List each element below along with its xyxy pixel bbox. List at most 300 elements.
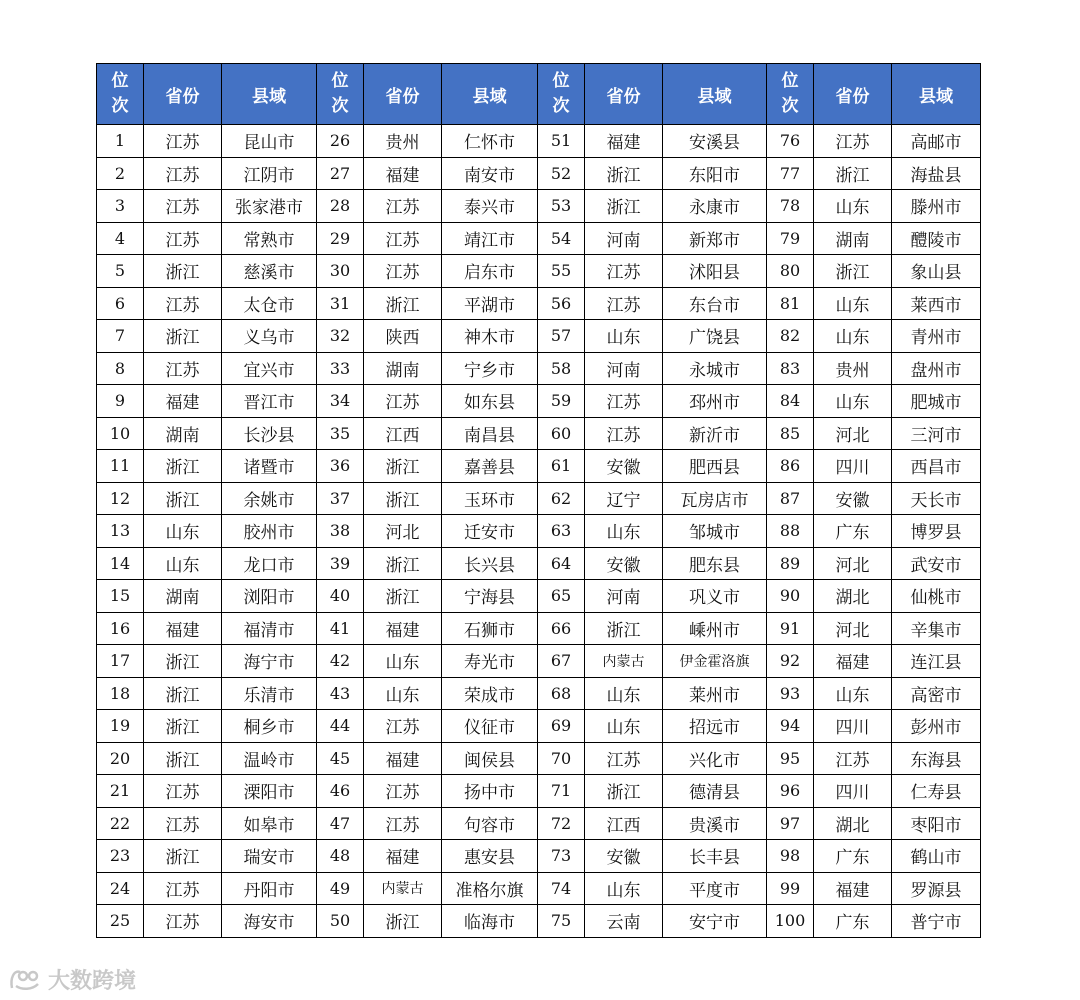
table-row — [97, 807, 981, 840]
rank-cell: 69 — [538, 710, 585, 743]
county-cell: 彭州市 — [892, 710, 981, 743]
province-cell: 江苏 — [585, 417, 663, 450]
table-row — [97, 872, 981, 905]
county-cell: 仁寿县 — [892, 775, 981, 808]
table-row — [97, 287, 981, 320]
province-cell: 江苏 — [814, 125, 892, 158]
county-cell: 博罗县 — [892, 515, 981, 548]
province-cell: 江苏 — [144, 872, 222, 905]
province-cell: 浙江 — [814, 157, 892, 190]
county-cell: 桐乡市 — [222, 710, 317, 743]
rank-cell: 68 — [538, 677, 585, 710]
rank-cell: 30 — [317, 255, 364, 288]
province-cell: 辽宁 — [585, 482, 663, 515]
county-cell: 张家港市 — [222, 190, 317, 223]
county-cell: 玉环市 — [442, 482, 538, 515]
county-cell: 太仓市 — [222, 287, 317, 320]
rank-cell: 56 — [538, 287, 585, 320]
rank-header: 位 次 — [538, 64, 585, 125]
province-cell: 福建 — [144, 385, 222, 418]
rank-header: 位 次 — [97, 64, 144, 125]
rank-cell: 4 — [97, 222, 144, 255]
county-cell: 慈溪市 — [222, 255, 317, 288]
province-header: 省份 — [585, 64, 663, 125]
rank-cell: 87 — [767, 482, 814, 515]
table-row — [97, 125, 981, 158]
county-cell: 胶州市 — [222, 515, 317, 548]
province-cell: 安徽 — [585, 450, 663, 483]
county-cell: 东台市 — [663, 287, 767, 320]
table-row — [97, 840, 981, 873]
province-cell: 浙江 — [144, 450, 222, 483]
province-cell: 江苏 — [585, 742, 663, 775]
province-cell: 湖南 — [814, 222, 892, 255]
county-cell: 宁海县 — [442, 580, 538, 613]
table-row — [97, 677, 981, 710]
province-cell: 福建 — [364, 612, 442, 645]
rank-cell: 51 — [538, 125, 585, 158]
county-cell: 东海县 — [892, 742, 981, 775]
province-cell: 江苏 — [585, 385, 663, 418]
rank-cell: 60 — [538, 417, 585, 450]
rank-header: 位 次 — [767, 64, 814, 125]
rank-cell: 32 — [317, 320, 364, 353]
rank-cell: 96 — [767, 775, 814, 808]
county-cell: 闽侯县 — [442, 742, 538, 775]
rank-cell: 62 — [538, 482, 585, 515]
province-cell: 福建 — [814, 872, 892, 905]
county-cell: 武安市 — [892, 547, 981, 580]
county-cell: 肥城市 — [892, 385, 981, 418]
county-cell: 石狮市 — [442, 612, 538, 645]
table-row — [97, 547, 981, 580]
county-cell: 永城市 — [663, 352, 767, 385]
rank-cell: 71 — [538, 775, 585, 808]
county-cell: 平湖市 — [442, 287, 538, 320]
province-cell: 湖北 — [814, 580, 892, 613]
rank-cell: 74 — [538, 872, 585, 905]
table-row — [97, 515, 981, 548]
county-cell: 象山县 — [892, 255, 981, 288]
rank-cell: 41 — [317, 612, 364, 645]
rank-cell: 85 — [767, 417, 814, 450]
table-row — [97, 775, 981, 808]
rank-cell: 98 — [767, 840, 814, 873]
province-cell: 浙江 — [144, 645, 222, 678]
county-cell: 醴陵市 — [892, 222, 981, 255]
county-cell: 安溪县 — [663, 125, 767, 158]
rank-cell: 67 — [538, 645, 585, 678]
province-cell: 山东 — [585, 677, 663, 710]
province-cell: 江苏 — [144, 775, 222, 808]
county-cell: 晋江市 — [222, 385, 317, 418]
rank-cell: 35 — [317, 417, 364, 450]
county-cell: 辛集市 — [892, 612, 981, 645]
county-cell: 沭阳县 — [663, 255, 767, 288]
rank-cell: 53 — [538, 190, 585, 223]
county-cell: 句容市 — [442, 807, 538, 840]
rank-cell: 70 — [538, 742, 585, 775]
province-cell: 山东 — [814, 320, 892, 353]
province-cell: 山东 — [814, 677, 892, 710]
province-header: 省份 — [814, 64, 892, 125]
rank-cell: 9 — [97, 385, 144, 418]
rank-cell: 55 — [538, 255, 585, 288]
province-cell: 江苏 — [144, 287, 222, 320]
table-row — [97, 157, 981, 190]
county-cell: 龙口市 — [222, 547, 317, 580]
province-cell: 浙江 — [144, 482, 222, 515]
rank-cell: 76 — [767, 125, 814, 158]
rank-cell: 46 — [317, 775, 364, 808]
province-cell: 浙江 — [144, 320, 222, 353]
province-cell: 湖南 — [364, 352, 442, 385]
county-cell: 荣成市 — [442, 677, 538, 710]
county-cell: 南安市 — [442, 157, 538, 190]
rank-cell: 34 — [317, 385, 364, 418]
province-cell: 河北 — [814, 417, 892, 450]
province-cell: 河南 — [585, 580, 663, 613]
province-cell: 江苏 — [364, 710, 442, 743]
province-cell: 福建 — [364, 742, 442, 775]
table-row — [97, 385, 981, 418]
county-cell: 长兴县 — [442, 547, 538, 580]
province-cell: 山东 — [364, 645, 442, 678]
province-cell: 浙江 — [364, 547, 442, 580]
province-cell: 山东 — [364, 677, 442, 710]
province-header: 省份 — [364, 64, 442, 125]
table-row — [97, 612, 981, 645]
rank-cell: 13 — [97, 515, 144, 548]
rank-cell: 12 — [97, 482, 144, 515]
county-cell: 寿光市 — [442, 645, 538, 678]
rank-cell: 93 — [767, 677, 814, 710]
rank-cell: 1 — [97, 125, 144, 158]
county-cell: 神木市 — [442, 320, 538, 353]
rank-cell: 48 — [317, 840, 364, 873]
province-cell: 浙江 — [585, 612, 663, 645]
rank-cell: 89 — [767, 547, 814, 580]
rank-cell: 39 — [317, 547, 364, 580]
table-row — [97, 222, 981, 255]
county-header: 县域 — [442, 64, 538, 125]
county-cell: 江阴市 — [222, 157, 317, 190]
province-cell: 山东 — [585, 710, 663, 743]
province-cell: 山东 — [144, 547, 222, 580]
province-cell: 福建 — [585, 125, 663, 158]
table-row — [97, 352, 981, 385]
rank-cell: 65 — [538, 580, 585, 613]
province-cell: 云南 — [585, 905, 663, 938]
county-cell: 肥西县 — [663, 450, 767, 483]
county-cell: 长沙县 — [222, 417, 317, 450]
province-cell: 江苏 — [144, 222, 222, 255]
rank-cell: 82 — [767, 320, 814, 353]
province-cell: 浙江 — [585, 190, 663, 223]
province-cell: 广东 — [814, 840, 892, 873]
province-cell: 江苏 — [364, 775, 442, 808]
rank-cell: 44 — [317, 710, 364, 743]
province-cell: 浙江 — [144, 255, 222, 288]
province-cell: 浙江 — [585, 157, 663, 190]
rank-cell: 26 — [317, 125, 364, 158]
province-cell: 江苏 — [144, 807, 222, 840]
province-cell: 四川 — [814, 775, 892, 808]
county-cell: 海盐县 — [892, 157, 981, 190]
rank-cell: 25 — [97, 905, 144, 938]
province-cell: 浙江 — [814, 255, 892, 288]
rank-cell: 77 — [767, 157, 814, 190]
province-cell: 江苏 — [585, 255, 663, 288]
county-cell: 宜兴市 — [222, 352, 317, 385]
rank-cell: 45 — [317, 742, 364, 775]
province-cell: 江苏 — [144, 125, 222, 158]
brand-logo-icon — [8, 966, 42, 992]
table-row — [97, 190, 981, 223]
rank-cell: 16 — [97, 612, 144, 645]
rank-cell: 73 — [538, 840, 585, 873]
county-cell: 新郑市 — [663, 222, 767, 255]
province-cell: 浙江 — [364, 450, 442, 483]
county-cell: 鹤山市 — [892, 840, 981, 873]
rank-cell: 43 — [317, 677, 364, 710]
rank-cell: 64 — [538, 547, 585, 580]
county-cell: 临海市 — [442, 905, 538, 938]
province-cell: 浙江 — [144, 742, 222, 775]
rank-cell: 14 — [97, 547, 144, 580]
watermark — [8, 962, 136, 996]
province-cell: 山东 — [814, 287, 892, 320]
rank-cell: 91 — [767, 612, 814, 645]
province-cell: 湖南 — [144, 580, 222, 613]
county-cell: 普宁市 — [892, 905, 981, 938]
rank-cell: 20 — [97, 742, 144, 775]
rank-cell: 84 — [767, 385, 814, 418]
province-cell: 浙江 — [364, 287, 442, 320]
rank-cell: 3 — [97, 190, 144, 223]
table-row — [97, 320, 981, 353]
rank-cell: 99 — [767, 872, 814, 905]
county-cell: 惠安县 — [442, 840, 538, 873]
province-cell: 浙江 — [144, 677, 222, 710]
county-cell: 福清市 — [222, 612, 317, 645]
county-cell: 嵊州市 — [663, 612, 767, 645]
watermark-text: 大数跨境 — [48, 968, 137, 994]
rank-header: 位 次 — [317, 64, 364, 125]
county-cell: 盘州市 — [892, 352, 981, 385]
county-cell: 伊金霍洛旗 — [663, 645, 767, 678]
county-cell: 义乌市 — [222, 320, 317, 353]
county-cell: 余姚市 — [222, 482, 317, 515]
rank-cell: 92 — [767, 645, 814, 678]
county-cell: 常熟市 — [222, 222, 317, 255]
county-cell: 滕州市 — [892, 190, 981, 223]
province-cell: 河南 — [585, 222, 663, 255]
province-cell: 江苏 — [364, 190, 442, 223]
county-cell: 泰兴市 — [442, 190, 538, 223]
rank-cell: 17 — [97, 645, 144, 678]
county-cell: 浏阳市 — [222, 580, 317, 613]
rank-cell: 72 — [538, 807, 585, 840]
rank-cell: 100 — [767, 905, 814, 938]
province-cell: 广东 — [814, 905, 892, 938]
rank-cell: 33 — [317, 352, 364, 385]
county-cell: 海安市 — [222, 905, 317, 938]
province-cell: 河北 — [814, 612, 892, 645]
county-header: 县域 — [663, 64, 767, 125]
province-cell: 安徽 — [585, 547, 663, 580]
table-row — [97, 645, 981, 678]
province-cell: 浙江 — [364, 580, 442, 613]
county-cell: 罗源县 — [892, 872, 981, 905]
province-cell: 贵州 — [364, 125, 442, 158]
rank-cell: 49 — [317, 872, 364, 905]
county-cell: 迁安市 — [442, 515, 538, 548]
rank-cell: 57 — [538, 320, 585, 353]
rank-cell: 78 — [767, 190, 814, 223]
county-cell: 如皋市 — [222, 807, 317, 840]
rank-cell: 94 — [767, 710, 814, 743]
rank-cell: 79 — [767, 222, 814, 255]
county-ranking-table — [96, 63, 981, 938]
province-cell: 安徽 — [814, 482, 892, 515]
rank-cell: 81 — [767, 287, 814, 320]
table-body — [97, 125, 981, 938]
table-row — [97, 710, 981, 743]
header-row — [97, 64, 981, 125]
rank-cell: 61 — [538, 450, 585, 483]
province-cell: 江苏 — [585, 287, 663, 320]
county-cell: 瓦房店市 — [663, 482, 767, 515]
county-cell: 兴化市 — [663, 742, 767, 775]
county-cell: 新沂市 — [663, 417, 767, 450]
county-cell: 启东市 — [442, 255, 538, 288]
county-header: 县域 — [222, 64, 317, 125]
county-cell: 嘉善县 — [442, 450, 538, 483]
province-cell: 山东 — [585, 320, 663, 353]
province-cell: 浙江 — [364, 905, 442, 938]
county-cell: 邹城市 — [663, 515, 767, 548]
rank-cell: 50 — [317, 905, 364, 938]
county-cell: 扬中市 — [442, 775, 538, 808]
county-cell: 靖江市 — [442, 222, 538, 255]
rank-cell: 37 — [317, 482, 364, 515]
province-header: 省份 — [144, 64, 222, 125]
province-cell: 江苏 — [144, 157, 222, 190]
province-cell: 江苏 — [144, 352, 222, 385]
province-cell: 贵州 — [814, 352, 892, 385]
county-cell: 肥东县 — [663, 547, 767, 580]
county-header: 县域 — [892, 64, 981, 125]
rank-cell: 38 — [317, 515, 364, 548]
rank-cell: 58 — [538, 352, 585, 385]
province-cell: 浙江 — [585, 775, 663, 808]
county-cell: 西昌市 — [892, 450, 981, 483]
county-cell: 乐清市 — [222, 677, 317, 710]
rank-cell: 28 — [317, 190, 364, 223]
province-cell: 江苏 — [364, 385, 442, 418]
county-cell: 高邮市 — [892, 125, 981, 158]
rank-cell: 24 — [97, 872, 144, 905]
province-cell: 陕西 — [364, 320, 442, 353]
table-row — [97, 450, 981, 483]
county-cell: 海宁市 — [222, 645, 317, 678]
province-cell: 山东 — [585, 515, 663, 548]
table-row — [97, 255, 981, 288]
rank-cell: 97 — [767, 807, 814, 840]
province-cell: 四川 — [814, 450, 892, 483]
county-cell: 南昌县 — [442, 417, 538, 450]
rank-cell: 29 — [317, 222, 364, 255]
province-cell: 浙江 — [364, 482, 442, 515]
province-cell: 江苏 — [364, 807, 442, 840]
province-cell: 山东 — [814, 385, 892, 418]
county-cell: 东阳市 — [663, 157, 767, 190]
rank-cell: 15 — [97, 580, 144, 613]
county-cell: 诸暨市 — [222, 450, 317, 483]
rank-cell: 66 — [538, 612, 585, 645]
county-cell: 昆山市 — [222, 125, 317, 158]
county-cell: 德清县 — [663, 775, 767, 808]
county-cell: 长丰县 — [663, 840, 767, 873]
province-cell: 河南 — [585, 352, 663, 385]
province-cell: 四川 — [814, 710, 892, 743]
rank-cell: 31 — [317, 287, 364, 320]
county-cell: 连江县 — [892, 645, 981, 678]
county-cell: 宁乡市 — [442, 352, 538, 385]
rank-cell: 23 — [97, 840, 144, 873]
rank-cell: 7 — [97, 320, 144, 353]
rank-cell: 54 — [538, 222, 585, 255]
county-cell: 溧阳市 — [222, 775, 317, 808]
province-cell: 安徽 — [585, 840, 663, 873]
province-cell: 内蒙古 — [585, 645, 663, 678]
rank-cell: 36 — [317, 450, 364, 483]
rank-cell: 10 — [97, 417, 144, 450]
province-cell: 湖南 — [144, 417, 222, 450]
rank-cell: 42 — [317, 645, 364, 678]
table-row — [97, 905, 981, 938]
county-cell: 莱州市 — [663, 677, 767, 710]
rank-cell: 59 — [538, 385, 585, 418]
county-cell: 温岭市 — [222, 742, 317, 775]
rank-cell: 22 — [97, 807, 144, 840]
county-cell: 天长市 — [892, 482, 981, 515]
county-cell: 三河市 — [892, 417, 981, 450]
rank-cell: 21 — [97, 775, 144, 808]
province-cell: 浙江 — [144, 710, 222, 743]
province-cell: 河北 — [814, 547, 892, 580]
province-cell: 浙江 — [144, 840, 222, 873]
county-cell: 丹阳市 — [222, 872, 317, 905]
table-row — [97, 417, 981, 450]
province-cell: 江苏 — [364, 222, 442, 255]
province-cell: 内蒙古 — [364, 872, 442, 905]
province-cell: 福建 — [144, 612, 222, 645]
rank-cell: 18 — [97, 677, 144, 710]
rank-cell: 75 — [538, 905, 585, 938]
county-cell: 青州市 — [892, 320, 981, 353]
rank-cell: 80 — [767, 255, 814, 288]
county-cell: 巩义市 — [663, 580, 767, 613]
rank-cell: 95 — [767, 742, 814, 775]
province-cell: 福建 — [364, 157, 442, 190]
rank-cell: 83 — [767, 352, 814, 385]
county-cell: 莱西市 — [892, 287, 981, 320]
rank-cell: 19 — [97, 710, 144, 743]
province-cell: 山东 — [144, 515, 222, 548]
county-cell: 平度市 — [663, 872, 767, 905]
